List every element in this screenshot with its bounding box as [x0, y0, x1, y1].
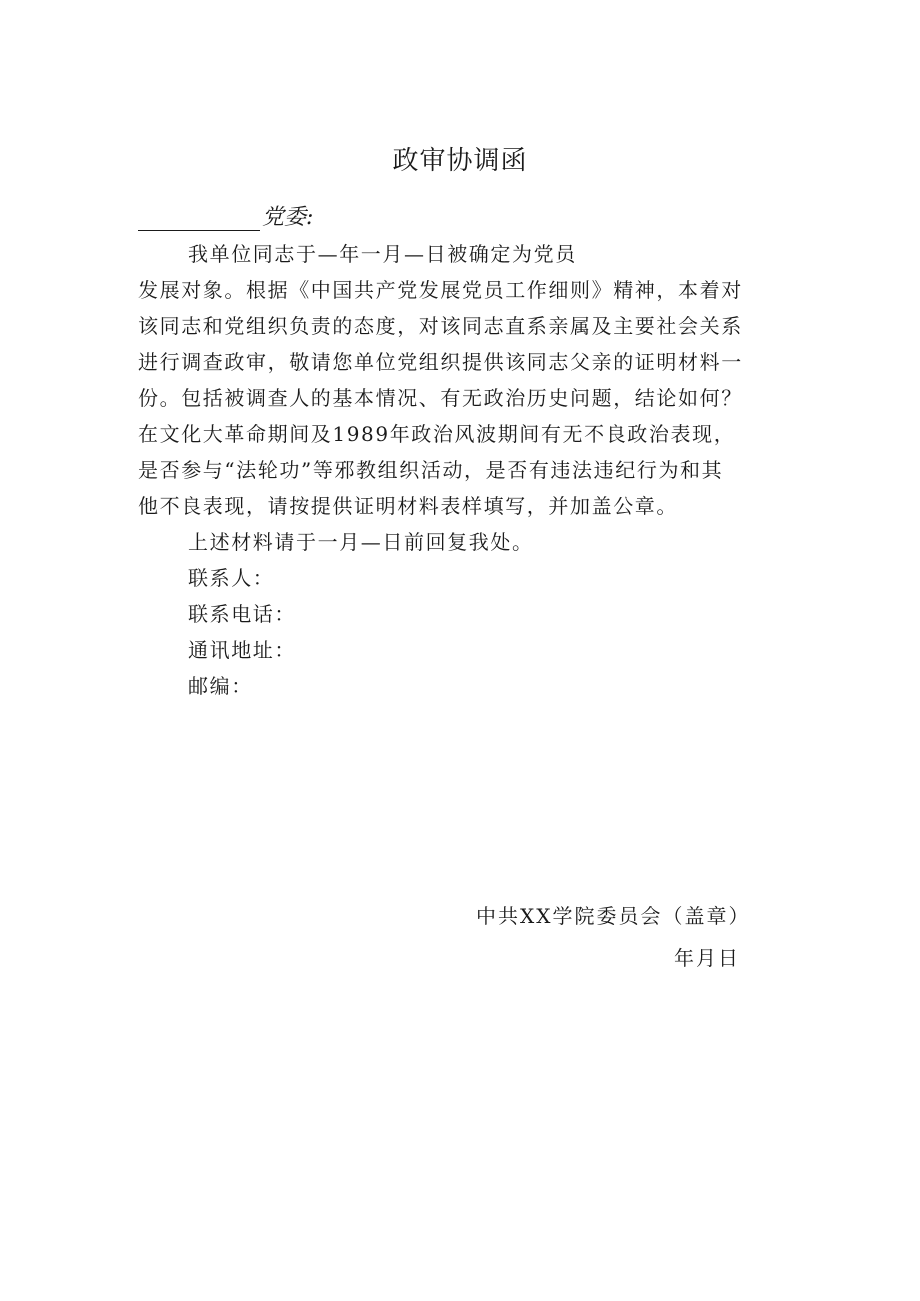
letter-body	[138, 236, 798, 704]
body-line-3: 该同志和党组织负责的态度，对该同志直系亲属及主要社会关系	[138, 314, 743, 338]
postcode-label: 邮编：	[188, 674, 253, 698]
page-title: 政审协调函	[392, 146, 528, 176]
date-line: 年月日	[674, 946, 740, 970]
body-line-7: 是否参与“法轮功”等邪教组织活动，是否有违法违纪行为和其	[138, 458, 724, 482]
body-line-1: 我单位同志于—年一月—日被确定为党员	[188, 242, 577, 266]
body-line-8: 他不良表现，请按提供证明材料表样填写，并加盖公章。	[138, 494, 678, 518]
salutation-text: 党委:	[262, 205, 314, 230]
reply-request: 上述材料请于一月—日前回复我处。	[188, 530, 534, 554]
body-line-5: 份。包括被调查人的基本情况、有无政治历史问题，结论如何？	[138, 386, 743, 410]
signature-block: 中共XX学院委员会（盖章）	[476, 904, 751, 928]
contact-phone-label: 联系电话：	[188, 602, 296, 626]
recipient-blank-line	[138, 208, 260, 231]
salutation	[138, 200, 313, 231]
body-line-4: 进行调查政审，敬请您单位党组织提供该同志父亲的证明材料一	[138, 350, 743, 374]
body-line-6: 在文化大革命期间及1989年政治风波期间有无不良政治表现，	[138, 422, 736, 446]
contact-person-label: 联系人：	[188, 566, 275, 590]
body-line-2: 发展对象。根据《中国共产党发展党员工作细则》精神，本着对	[138, 278, 743, 302]
address-label: 通讯地址：	[188, 638, 296, 662]
